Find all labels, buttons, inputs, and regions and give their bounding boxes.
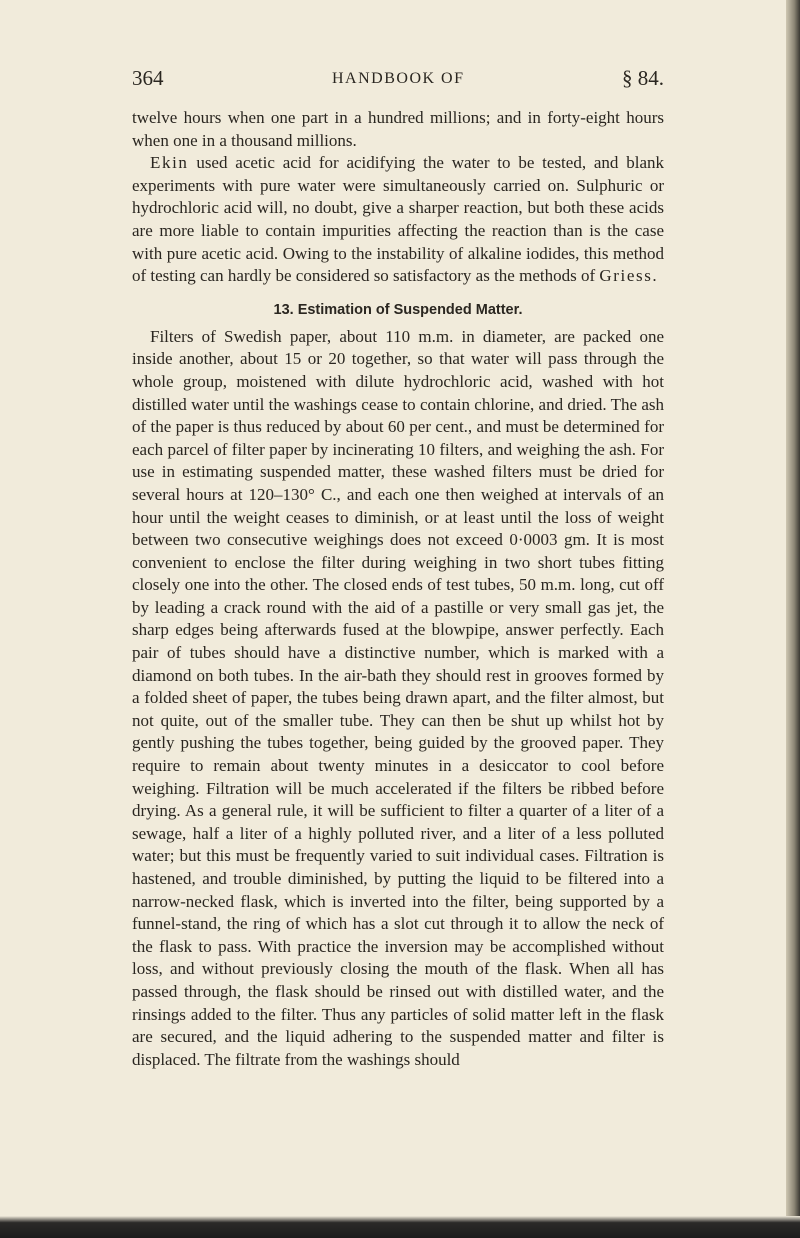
page-number: 364 xyxy=(132,66,164,90)
body-text xyxy=(132,107,664,1071)
section-heading: 13. Estimation of Suspended Matter. xyxy=(273,301,523,318)
page-header xyxy=(132,66,664,96)
page-bottom-shadow xyxy=(0,1216,800,1238)
author-name-ekin: Ekin xyxy=(150,153,189,173)
paragraph-filters: Filters of Swedish paper, about 110 m.m. in diameter, are packed one inside another, about 15 or 20 together, so that water will pass through the whole group, moistened with dilute hydrochloric acid, washed with hot distilled water until the washings cease to contain chlorine, and dried. The ash of the paper is thus reduced by about 60 per cent., and must be determined for each parcel of filter paper by incinerating 10 filters, and weighing the ash. For use in estimating suspended matter, these washed filters must be dried for several hours at 120–130° C., and each one then weighed at intervals of an hour until the weight ceases to diminish, or at least until the loss of weight between two consecutive weighings does not exceed 0·0003 gm. It is most convenient to enclose the filter during weighing in two short tubes fitting closely one into the other. The closed ends of test tubes, 50 m.m. long, cut off by leading a crack round with the aid of a pastille or very small gas jet, the sharp edges being afterwards fused at the blowpipe, answer perfectly. Each pair of tubes should have a distinctive number, which is marked with a diamond on both tubes. In the air-bath they should rest in grooves formed by a folded sheet of paper, the tubes being drawn apart, and the filter almost, but not quite, out of the smaller tube. They can then be shut up whilst hot by gently pushing the tubes together, being guided by the grooved paper. They require to remain about twenty minutes in a desiccator to cool before weighing. Filtration will be much accelerated if the filters be ribbed before drying. As a general rule, it will be sufficient to filter a quarter of a liter of a sewage, half a liter of a highly polluted river, and a liter of a less polluted water; but this must be frequently varied to suit individual cases. Filtration is hastened, and trouble diminished, by putting the liquid to be filtered into a narrow-necked flask, which is inverted into the filter, being supported by a funnel-stand, the ring of which has a slot cut through it to allow the neck of the flask to pass. With practice the inversion may be accomplished without loss, and without previously closing the mouth of the flask. When all has passed through, the flask should be rinsed out with distilled water, and the rinsings added to the filter. Thus any particles of solid matter left in the flask are secured, and the liquid adhering to the suspended matter and filter is displaced. The filtrate from the washings should xyxy=(132,326,664,1069)
paragraph-ekin xyxy=(132,152,664,288)
paragraph-ekin-text-a: used acetic acid for acidifying the water to be tested, and blank experiments with pure water were simultaneously carried on. Sulphuric or hydrochloric acid will, no doubt, give a sharper reaction, but both these acids are more liable to contain impurities affecting the reaction than is the case with pure acetic acid. Owing to the instability of alkaline iodides, this method of testing can hardly be considered so satisfactory as the methods of xyxy=(132,153,664,286)
section-reference: § 84. xyxy=(622,66,664,90)
paragraph-continuation: twelve hours when one part in a hundred millions; and in forty-eight hours when one in a thousand millions. xyxy=(132,108,664,150)
book-spine-shadow xyxy=(786,0,800,1238)
paragraph-ekin-text-b: . xyxy=(652,266,657,286)
running-head: HANDBOOK OF xyxy=(332,70,465,87)
author-name-griess: Griess xyxy=(599,266,653,286)
